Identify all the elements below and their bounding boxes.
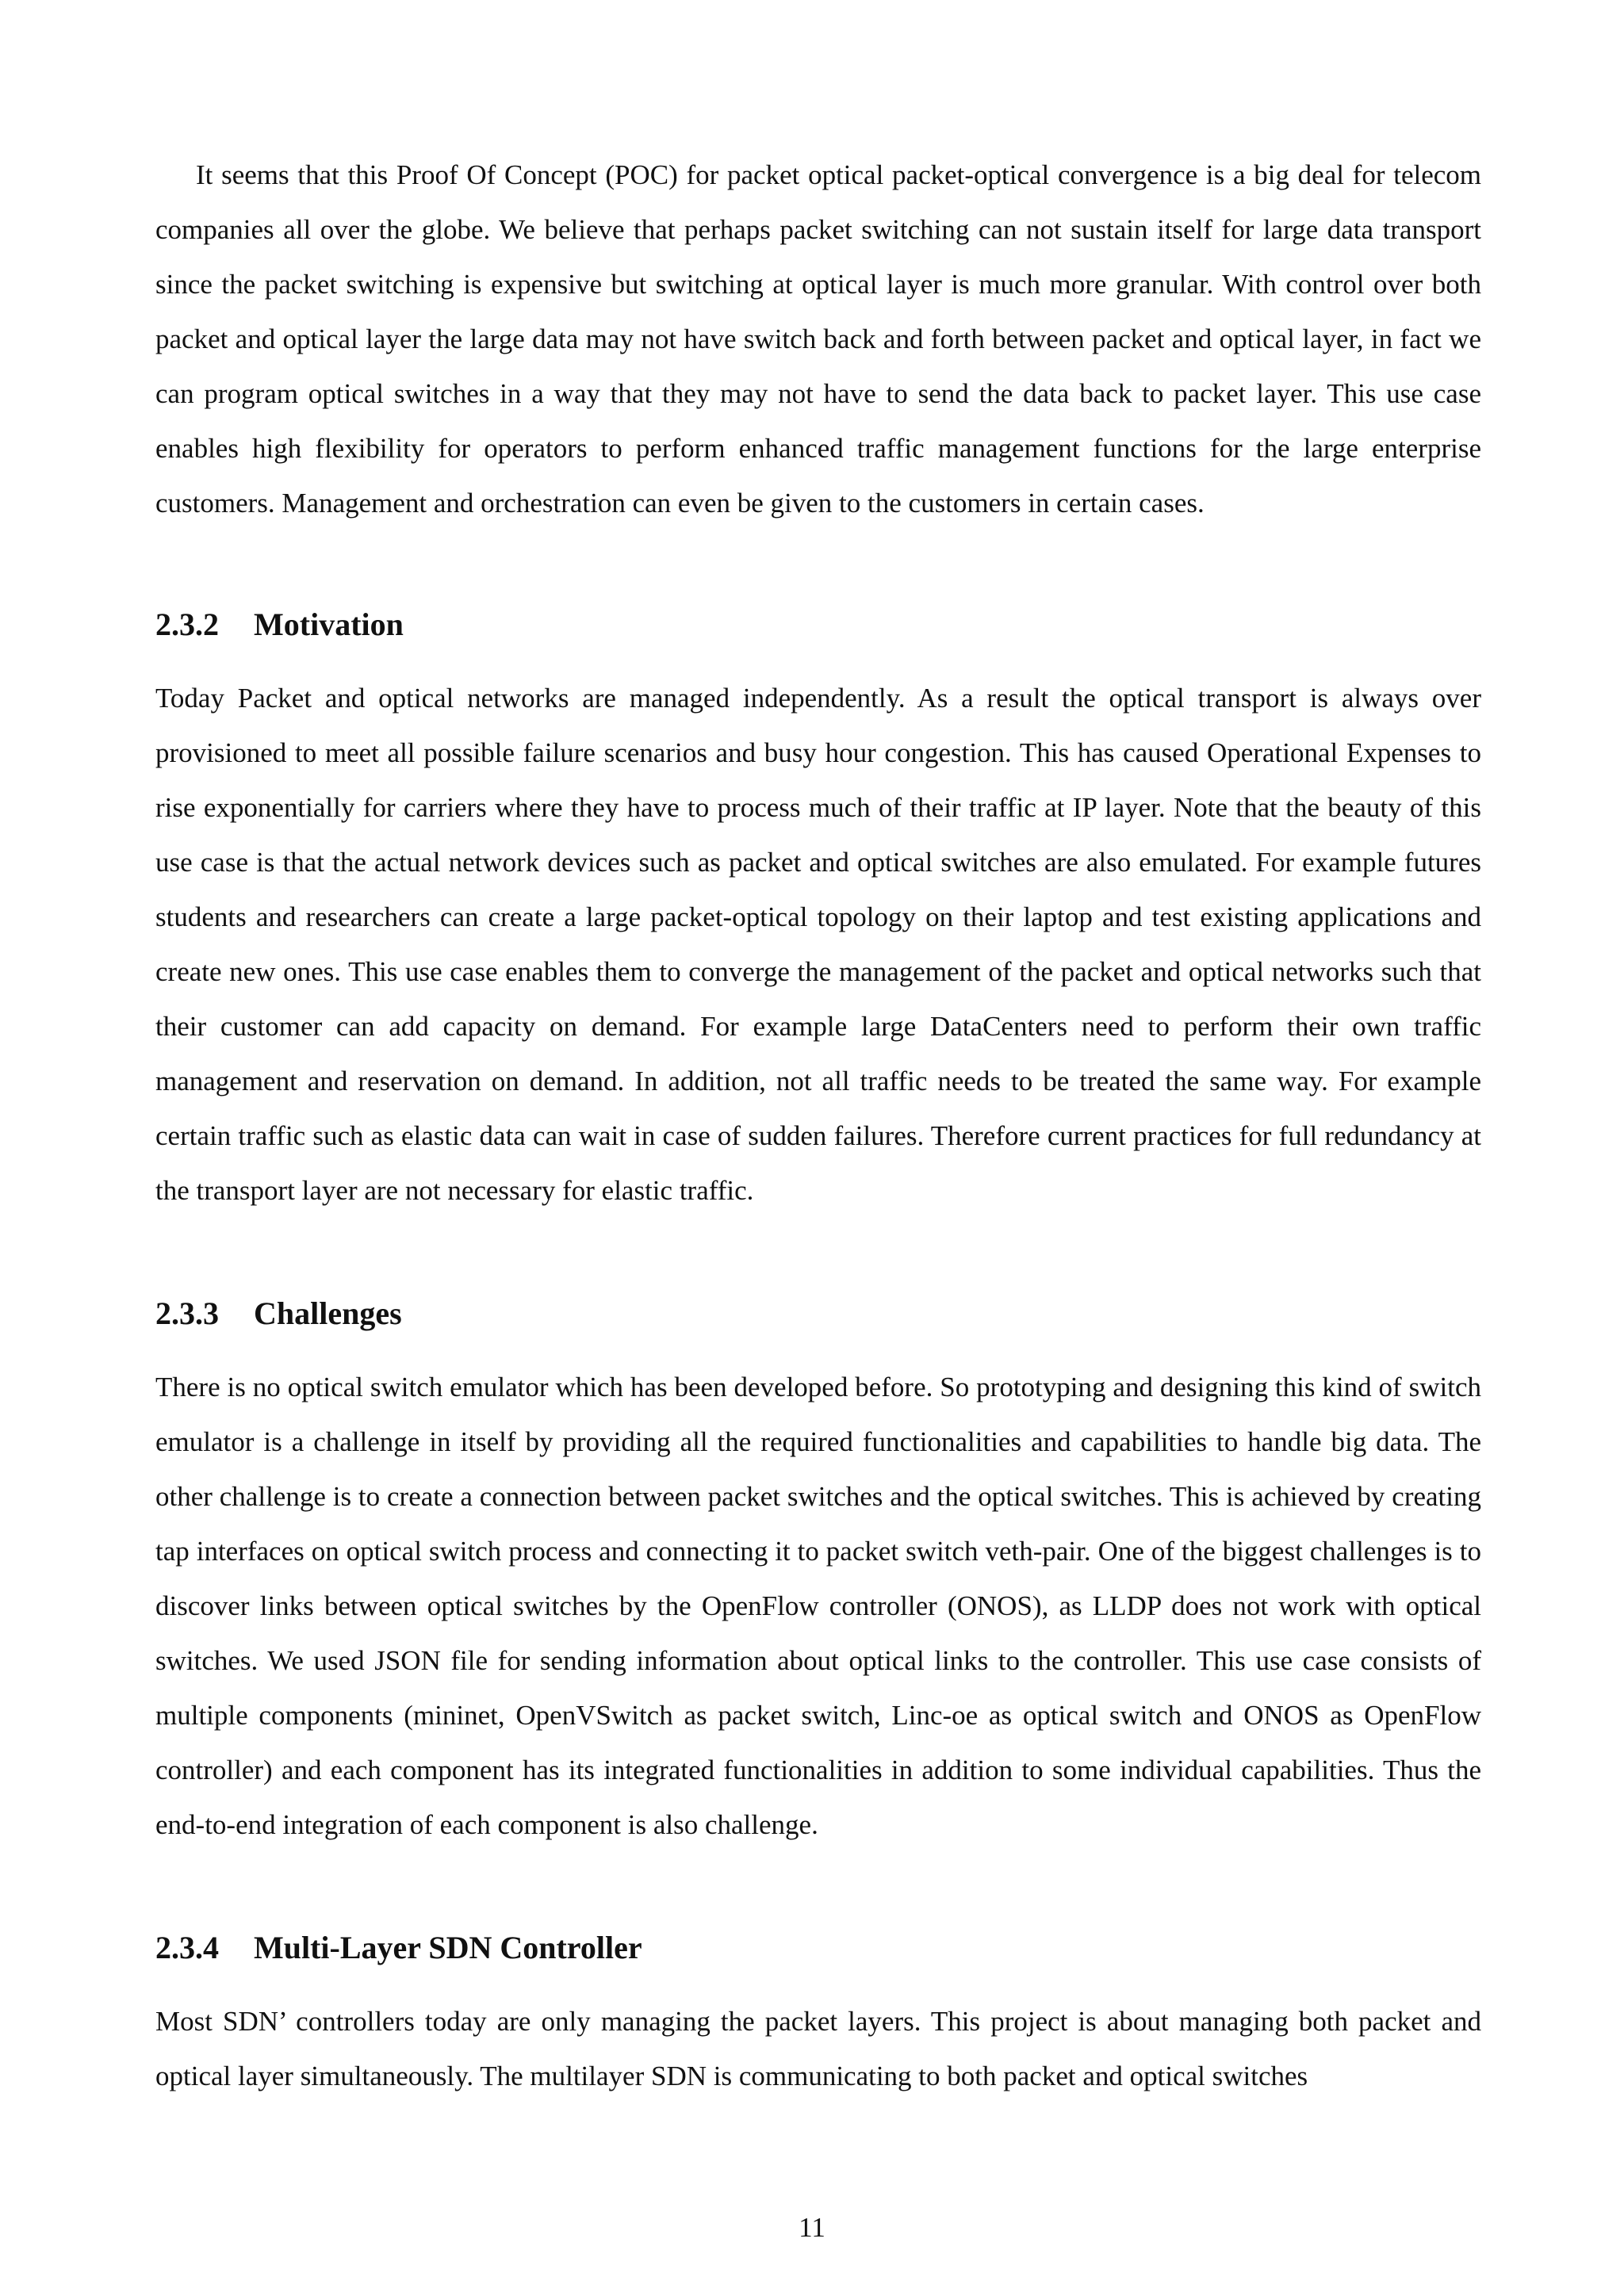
page-body — [155, 147, 1481, 2103]
section-heading-multilayer-sdn — [155, 1928, 1481, 1968]
challenges-paragraph: There is no optical switch emulator which has been developed before. So prototyping and designing this kind of switch emulator is a challenge in itself by providing all the required functionalities and capabilities to handle big data. The other challenge is to create a connection between packet switches and the optical switches. This is achieved by creating tap interfaces on optical switch process and connecting it to packet switch veth-pair. One of the biggest challenges is to discover links between optical switches by the OpenFlow controller (ONOS), as LLDP does not work with optical switches. We used JSON file for sending information about optical links to the controller. This use case consists of multiple components (mininet, OpenVSwitch as packet switch, Linc-oe as optical switch and ONOS as OpenFlow controller) and each component has its integrated functionalities in addition to some individual capabilities. Thus the end-to-end integration of each component is also challenge. — [155, 1372, 1481, 1840]
section-heading-motivation — [155, 605, 1481, 645]
motivation-paragraph: Today Packet and optical networks are managed independently. As a result the optical transport is always over provisioned to meet all possible failure scenarios and busy hour congestion. This has caused Operational Expenses to rise exponentially for carriers where they have to process much of their traffic at IP layer. Note that the beauty of this use case is that the actual network devices such as packet and optical switches are also emulated. For example futures students and researchers can create a large packet-optical topology on their laptop and test existing applications and create new ones. This use case enables them to converge the management of the packet and optical networks such that their customer can add capacity on demand. For example large DataCenters need to perform their own traffic management and reservation on demand. In addition, not all traffic needs to be treated the same way. For example certain traffic such as elastic data can wait in case of sudden failures. Therefore current practices for full redundancy at the transport layer are not necessary for elastic traffic. — [155, 683, 1481, 1206]
multilayer-sdn-paragraph: Most SDN’ controllers today are only managing the packet layers. This project is about managing both packet and optical layer simultaneously. The multilayer SDN is communicating to both packet and optical switches — [155, 2006, 1481, 2091]
section-number: 2.3.2 — [155, 607, 219, 642]
section-title: Challenges — [254, 1295, 402, 1331]
section-heading-challenges — [155, 1294, 1481, 1334]
intro-paragraph: It seems that this Proof Of Concept (POC) for packet optical packet-optical convergence is a big deal for telecom companies all over the globe. We believe that perhaps packet switching can not sustain itself for large data transport since the packet switching is expensive but switching at optical layer is much more granular. With control over both packet and optical layer the large data may not have switch back and forth between packet and optical layer, in fact we can program optical switches in a way that they may not have to send the data back to packet layer. This use case enables high flexibility for operators to perform enhanced traffic management functions for the large enterprise customers. Management and orchestration can even be given to the customers in certain cases. — [155, 159, 1481, 519]
section-number: 2.3.4 — [155, 1930, 219, 1965]
page-number: 11 — [799, 2212, 825, 2243]
section-title: Motivation — [254, 607, 404, 642]
section-title: Multi-Layer SDN Controller — [254, 1930, 642, 1965]
section-number: 2.3.3 — [155, 1295, 219, 1331]
